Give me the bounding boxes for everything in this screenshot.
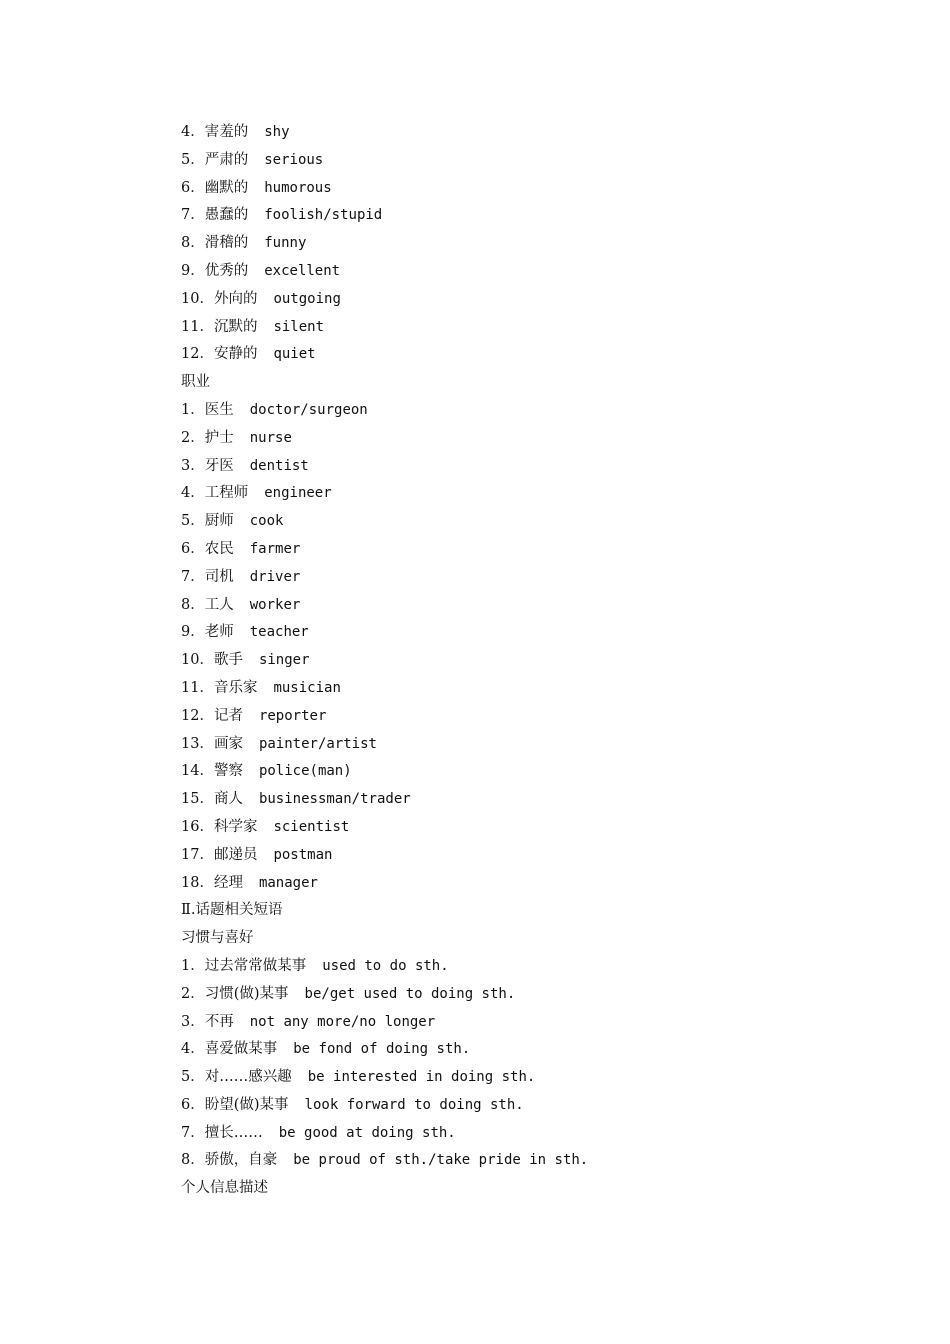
vocab-chinese: 8．工人 — [181, 596, 234, 613]
vocab-chinese: 4．喜爱做某事 — [181, 1041, 278, 1058]
vocab-chinese: 8．骄傲，自豪 — [181, 1152, 278, 1169]
vocab-chinese: 16．科学家 — [181, 818, 258, 835]
vocab-chinese: 7．愚蠢的 — [181, 207, 249, 224]
vocab-english: be interested in doing sth. — [307, 1069, 536, 1086]
vocab-item — [181, 647, 881, 675]
vocab-item — [181, 731, 881, 759]
vocab-item — [181, 1064, 881, 1092]
vocab-chinese: 11．沉默的 — [181, 318, 258, 335]
vocab-item — [181, 202, 881, 230]
vocab-chinese: 6．幽默的 — [181, 179, 249, 196]
vocab-item — [181, 397, 881, 425]
vocab-item — [181, 592, 881, 620]
vocab-item — [181, 119, 881, 147]
vocab-english: musician — [273, 679, 341, 696]
vocab-chinese: 4．害羞的 — [181, 124, 249, 140]
vocab-english: painter/artist — [258, 735, 377, 752]
vocab-chinese: 9．优秀的 — [181, 262, 249, 279]
vocab-english: dentist — [249, 457, 309, 474]
vocab-english: serious — [264, 151, 324, 168]
vocab-chinese: 13．画家 — [181, 735, 243, 752]
vocab-chinese: 10．外向的 — [181, 290, 258, 307]
vocab-english: excellent — [264, 262, 341, 279]
vocab-english: be good at doing sth. — [278, 1124, 456, 1141]
vocab-item — [181, 286, 881, 314]
vocab-chinese: 10．歌手 — [181, 652, 243, 669]
section-heading: 职业 — [181, 374, 210, 391]
section-heading: 习惯与喜好 — [181, 930, 254, 947]
vocab-english: worker — [249, 596, 301, 613]
vocab-item — [181, 953, 881, 981]
vocab-item — [181, 480, 881, 508]
vocab-chinese: 3．不再 — [181, 1013, 234, 1030]
vocab-chinese: 5．厨师 — [181, 513, 234, 530]
vocab-chinese: 8．滑稽的 — [181, 235, 249, 252]
vocab-chinese: 11．音乐家 — [181, 679, 258, 696]
vocab-english: foolish/stupid — [264, 207, 383, 224]
vocab-chinese: 2．护士 — [181, 429, 234, 446]
vocab-chinese: 7．司机 — [181, 568, 234, 585]
vocab-chinese: 12．记者 — [181, 707, 243, 724]
vocab-item — [181, 1092, 881, 1120]
vocab-chinese: 7．擅长…… — [181, 1124, 263, 1141]
vocab-item — [181, 258, 881, 286]
vocab-english: engineer — [264, 485, 332, 502]
vocab-item — [181, 314, 881, 342]
vocab-item — [181, 870, 881, 898]
vocab-english: teacher — [249, 624, 309, 641]
vocab-item — [181, 564, 881, 592]
vocab-english: cook — [249, 513, 284, 530]
vocab-item — [181, 786, 881, 814]
vocab-english: manager — [258, 874, 318, 891]
vocab-item — [181, 230, 881, 258]
vocab-english: quiet — [273, 346, 316, 363]
vocab-english: look forward to doing sth. — [304, 1096, 524, 1113]
vocab-english: funny — [264, 235, 307, 252]
vocab-english: police(man) — [258, 763, 352, 780]
vocab-chinese: 5．严肃的 — [181, 151, 249, 168]
vocab-item — [181, 814, 881, 842]
vocab-english: driver — [249, 568, 301, 585]
vocab-chinese: 1．医生 — [181, 401, 234, 418]
vocab-item — [181, 341, 881, 369]
vocab-english: businessman/trader — [258, 791, 411, 808]
vocab-item — [181, 1036, 881, 1064]
vocab-item — [181, 675, 881, 703]
vocab-english: silent — [273, 318, 325, 335]
vocab-english: scientist — [273, 818, 350, 835]
vocab-chinese: 4．工程师 — [181, 485, 249, 502]
vocab-chinese: 6．盼望(做)某事 — [181, 1096, 289, 1113]
vocab-item — [181, 147, 881, 175]
vocab-chinese: 6．农民 — [181, 540, 234, 557]
vocab-english: used to do sth. — [322, 957, 449, 974]
vocab-chinese: 5．对……感兴趣 — [181, 1069, 292, 1086]
section-heading: Ⅱ.话题相关短语 — [181, 902, 283, 919]
vocab-english: outgoing — [273, 290, 341, 307]
vocab-item — [181, 1009, 881, 1037]
vocab-english: singer — [258, 652, 310, 669]
vocab-item — [181, 703, 881, 731]
vocab-chinese: 2．习惯(做)某事 — [181, 985, 289, 1002]
vocab-item — [181, 842, 881, 870]
vocab-english: postman — [273, 846, 333, 863]
vocab-item — [181, 536, 881, 564]
document-page — [181, 119, 881, 1203]
vocab-english: shy — [264, 124, 290, 140]
vocab-item — [181, 981, 881, 1009]
vocab-chinese: 9．老师 — [181, 624, 234, 641]
vocab-item — [181, 453, 881, 481]
vocab-english: be/get used to doing sth. — [304, 985, 516, 1002]
vocab-english: reporter — [258, 707, 327, 724]
vocab-item — [181, 619, 881, 647]
vocab-item — [181, 1120, 881, 1148]
vocab-item — [181, 425, 881, 453]
vocab-english: be fond of doing sth. — [293, 1041, 471, 1058]
vocab-english: doctor/surgeon — [249, 401, 368, 418]
vocab-chinese: 17．邮递员 — [181, 846, 258, 863]
vocab-chinese: 15．商人 — [181, 791, 243, 808]
vocab-english: humorous — [264, 179, 332, 196]
vocab-chinese: 14．警察 — [181, 763, 243, 780]
vocab-chinese: 12．安静的 — [181, 346, 258, 363]
vocab-item — [181, 1147, 881, 1175]
vocab-item — [181, 758, 881, 786]
vocab-item — [181, 508, 881, 536]
vocab-chinese: 18．经理 — [181, 874, 243, 891]
vocab-english: farmer — [249, 540, 301, 557]
vocab-chinese: 1．过去常常做某事 — [181, 957, 307, 974]
vocab-english: be proud of sth./take pride in sth. — [293, 1152, 589, 1169]
vocab-english: nurse — [249, 429, 292, 446]
section-heading: 个人信息描述 — [181, 1180, 268, 1197]
vocab-chinese: 3．牙医 — [181, 457, 234, 474]
vocab-item — [181, 175, 881, 203]
vocab-english: not any more/no longer — [249, 1013, 436, 1030]
